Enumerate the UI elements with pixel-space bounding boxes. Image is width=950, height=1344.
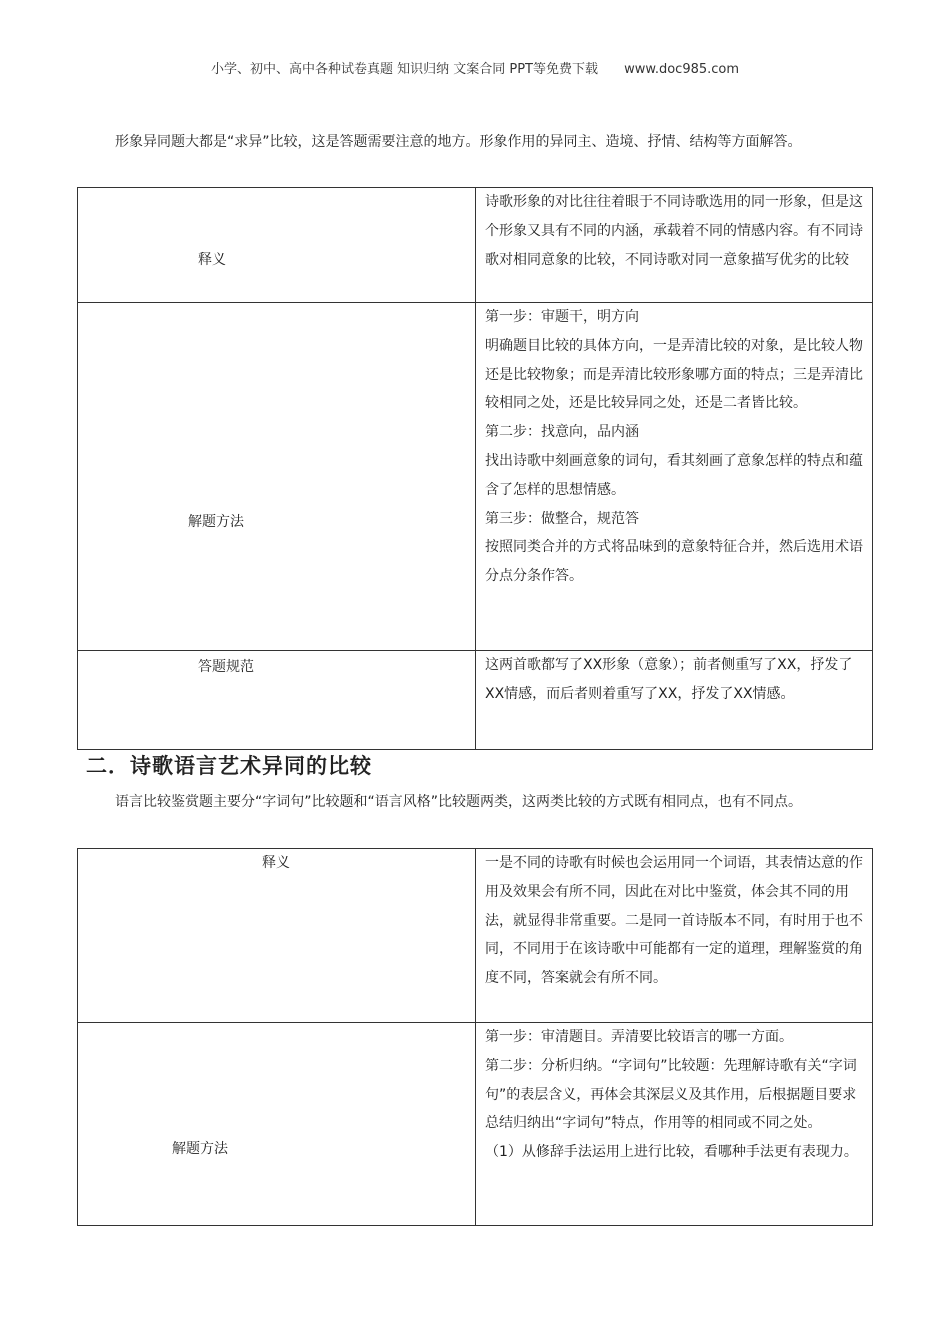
table-row xyxy=(78,188,873,303)
header-text: 小学、初中、高中各种试卷真题 知识归纳 文案合同 PPT等免费下载 xyxy=(210,62,598,77)
table-row xyxy=(78,849,873,1023)
step-heading: 第三步：做整合，规范答 xyxy=(485,510,639,527)
row-label-cell xyxy=(78,303,476,651)
row-content: 诗歌形象的对比往往着眼于不同诗歌选用的同一形象，但是这个形象又具有不同的内涵，承载着不同的情感内容。有不同诗歌对相同意象的比较，不同诗歌对同一意象描写优劣的比较 xyxy=(485,194,863,268)
row-label-cell xyxy=(78,1023,476,1226)
intro-paragraph-1: 形象异同题大都是“求异”比较，这是答题需要注意的地方。形象作用的异同主、造境、抒情、结构等方面解答。 xyxy=(115,134,802,150)
image-comparison-table xyxy=(77,187,873,750)
row-label-cell xyxy=(78,651,476,750)
header-url[interactable]: www.doc985.com xyxy=(624,62,740,77)
table-row xyxy=(78,651,873,750)
row-content-cell xyxy=(476,188,873,303)
table-row xyxy=(78,1023,873,1226)
step-text: 找出诗歌中刻画意象的词句，看其刻画了意象怎样的特点和蕴含了怎样的思想情感。 xyxy=(485,452,863,498)
step-text: 明确题目比较的具体方向，一是弄清比较的对象，是比较人物还是比较物象；而是弄清比较形象哪方面的特点；三是弄清比较相同之处，还是比较异同之处，还是二者皆比较。 xyxy=(485,337,863,412)
row-label-cell xyxy=(78,849,476,1023)
page-header xyxy=(0,58,950,77)
step-heading: 第一步：审题干，明方向 xyxy=(485,309,639,325)
row-label: 释义 xyxy=(198,252,226,268)
table-row xyxy=(78,303,873,651)
intro-paragraph-2: 语言比较鉴赏题主要分“字词句”比较题和“语言风格”比较题两类，这两类比较的方式既有相同点，也有不同点。 xyxy=(115,794,803,810)
row-content: 一是不同的诗歌有时候也会运用同一个词语，其表情达意的作用及效果会有所不同，因此在对比中鉴赏，体会其不同的用法，就显得非常重要。二是同一首诗版本不同，有时用于也不同，不同用于在该诗歌中可能都有一定的道理，理解鉴赏的角度不同，答案就会有所不同。 xyxy=(485,855,863,987)
step-text: 第一步：审清题目。弄清要比较语言的哪一方面。 xyxy=(485,1029,793,1045)
row-label-cell xyxy=(78,188,476,303)
row-content-cell xyxy=(476,849,873,1023)
step-heading: 第二步：找意向，品内涵 xyxy=(485,424,639,441)
language-comparison-table xyxy=(77,848,873,1226)
row-content-cell xyxy=(476,651,873,750)
row-content-cell xyxy=(476,303,873,651)
step-text: 按照同类合并的方式将品味到的意象特征合并，然后选用术语分点分条作答。 xyxy=(485,539,863,585)
row-label: 释义 xyxy=(262,855,290,871)
row-label: 解题方法 xyxy=(172,1141,228,1157)
step-text: （1）从修辞手法运用上进行比较，看哪种手法更有表现力。 xyxy=(485,1144,858,1161)
row-label: 解题方法 xyxy=(188,514,244,530)
row-content-cell xyxy=(476,1023,873,1226)
section-heading: 二．诗歌语言艺术异同的比较 xyxy=(86,754,372,778)
row-label: 答题规范 xyxy=(198,659,254,675)
row-content: 这两首歌都写了XX形象（意象）；前者侧重写了XX，抒发了XX情感，而后者则着重写了XX，抒发了XX情感。 xyxy=(485,657,853,702)
step-text: 第二步：分析归纳。“字词句”比较题：先理解诗歌有关“字词句”的表层含义，再体会其深层义及其作用，后根据题目要求总结归纳出“字词句”特点，作用等的相同或不同之处。 xyxy=(485,1057,857,1132)
